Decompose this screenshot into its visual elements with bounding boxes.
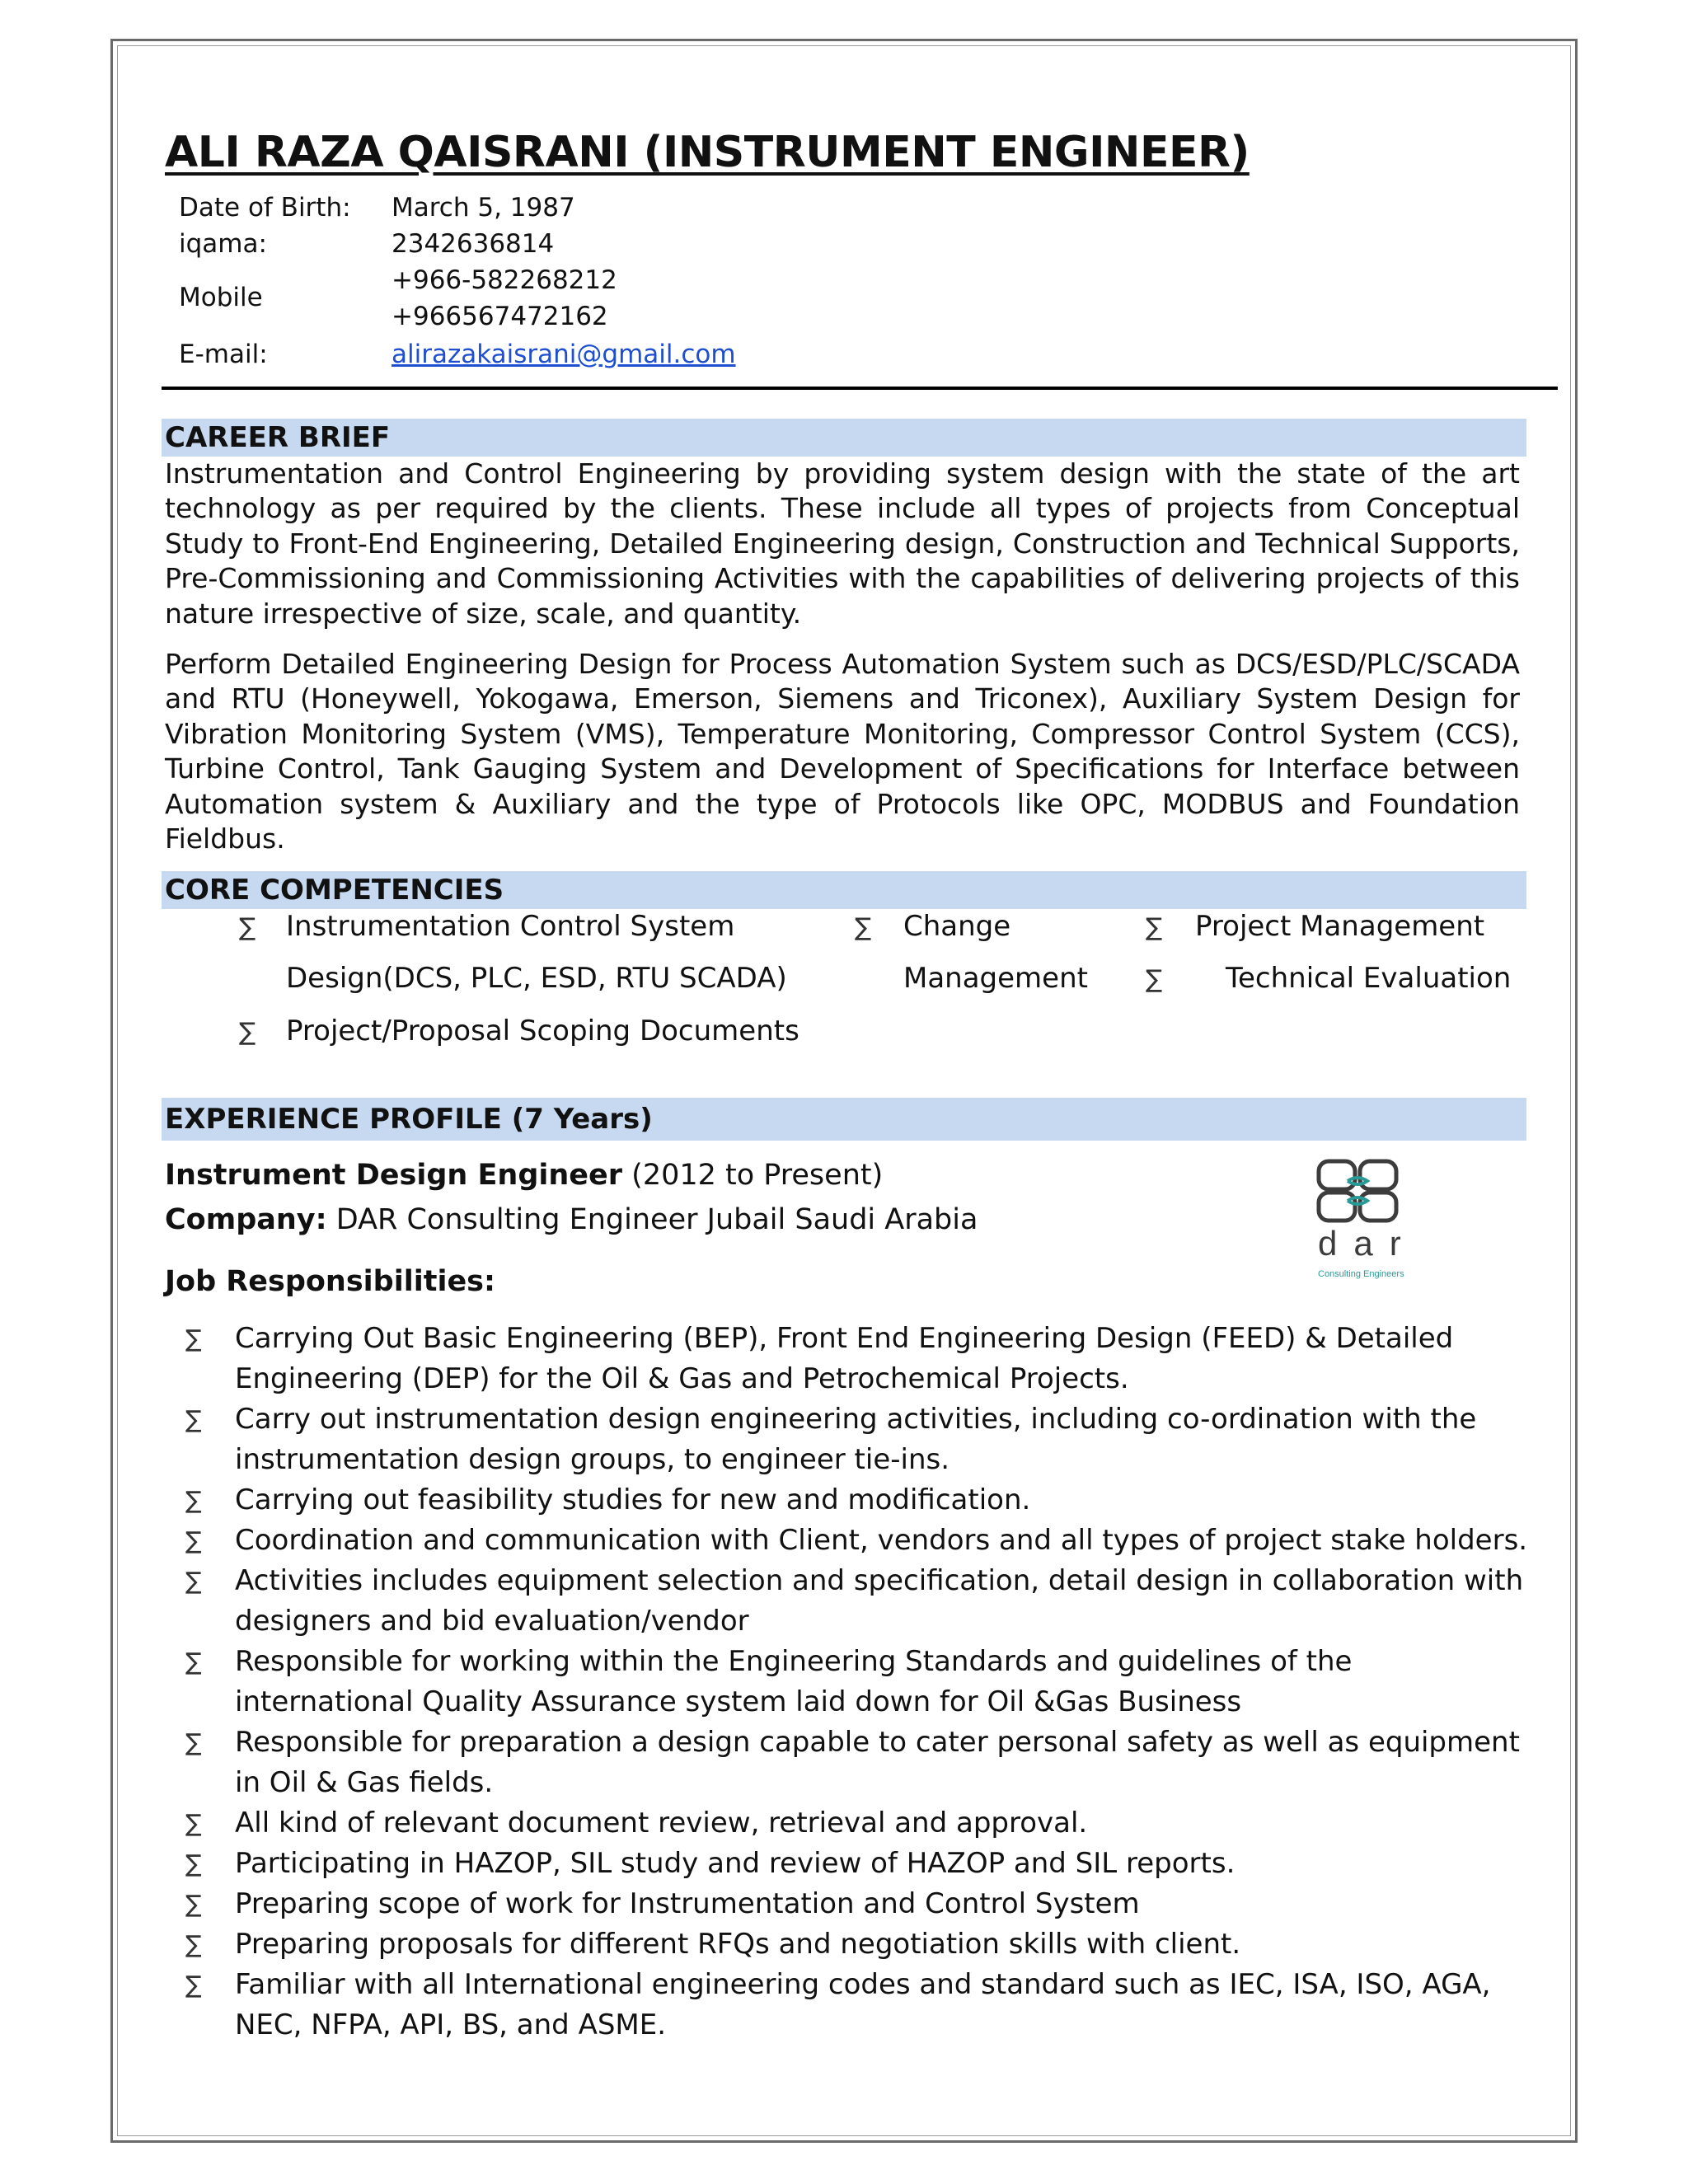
responsibility-text: Activities includes equipment selection and specification, detail design in collaboration with designers and bid evaluation/vendor xyxy=(235,1564,1524,1638)
company-value: DAR Consulting Engineer Jubail Saudi Arabia xyxy=(335,1203,978,1236)
header-divider xyxy=(162,387,1558,390)
competency-bullet-icon: ∑ xyxy=(239,913,256,942)
responsibility-bullet-icon: ∑ xyxy=(185,1486,202,1514)
iqama-label: iqama: xyxy=(179,229,267,259)
logo-mark xyxy=(1319,1161,1396,1221)
responsibility-bullet-icon: ∑ xyxy=(185,1971,202,1999)
responsibility-bullet-icon: ∑ xyxy=(185,1930,202,1958)
responsibility-item xyxy=(165,1642,1533,1722)
email-label: E-mail: xyxy=(179,340,268,369)
responsibilities-list xyxy=(165,1319,1533,2046)
responsibility-text: Responsible for preparation a design capable to cater personal safety as well as equipment in Oil & Gas fields. xyxy=(235,1726,1520,1799)
experience-heading: EXPERIENCE PROFILE (7 Years) xyxy=(165,1103,653,1136)
company-label: Company: xyxy=(165,1203,327,1236)
responsibility-item xyxy=(165,1924,1533,1965)
job-period: (2012 to Present) xyxy=(631,1159,884,1192)
competency-bullet-icon: ∑ xyxy=(855,913,872,942)
responsibility-text: Carrying Out Basic Engineering (BEP), Front End Engineering Design (FEED) & Detailed Engineering (DEP) for the Oil & Gas and Petrochemical Projects. xyxy=(235,1322,1454,1395)
responsibility-item xyxy=(165,1965,1533,2046)
responsibility-item xyxy=(165,1722,1533,1803)
responsibility-item xyxy=(165,1844,1533,1884)
competency-item: Project Management xyxy=(1195,910,1485,943)
career-brief-paragraph-1: Instrumentation and Control Engineering by providing system design with the state of the art technology as per required by the clients. These include all types of projects from Conceptual Study to Front-End Engineering, Detailed Engineering design, Construction and Technical Supports, Pre-Commissioning and Commissioning Activities with the capabilities of delivering projects of this nature irrespective of size, scale, and quantity. xyxy=(165,457,1520,630)
responsibility-item xyxy=(165,1521,1533,1561)
dob-label: Date of Birth: xyxy=(179,193,351,223)
responsibility-bullet-icon: ∑ xyxy=(185,1526,202,1554)
responsibility-item xyxy=(165,1803,1533,1844)
responsibility-item xyxy=(165,1480,1533,1521)
responsibility-bullet-icon: ∑ xyxy=(185,1647,202,1675)
responsibility-text: Carrying out feasibility studies for new and modification. xyxy=(235,1483,1031,1516)
competency-bullet-icon: ∑ xyxy=(239,1018,256,1047)
dar-logo xyxy=(1315,1158,1504,1282)
responsibility-item xyxy=(165,1319,1533,1399)
responsibility-text: Carry out instrumentation design engineering activities, including co-ordination with the instrumentation design groups, to engineer tie-ins. xyxy=(235,1403,1477,1476)
responsibility-text: Responsible for working within the Engineering Standards and guidelines of the international Quality Assurance system laid down for Oil &Gas Business xyxy=(235,1645,1353,1718)
name-title: ALI RAZA QAISRANI (INSTRUMENT ENGINEER) xyxy=(165,128,1250,177)
competency-item: Project/Proposal Scoping Documents xyxy=(286,1015,799,1047)
company-line xyxy=(165,1203,978,1236)
responsibility-text: Familiar with all International engineering codes and standard such as IEC, ISA, ISO, AGA, NEC, NFPA, API, BS, and ASME. xyxy=(235,1968,1491,2041)
responsibility-bullet-icon: ∑ xyxy=(185,1324,202,1352)
responsibilities-heading: Job Responsibilities: xyxy=(165,1265,496,1298)
core-competencies-heading: CORE COMPETENCIES xyxy=(165,874,504,907)
responsibility-item xyxy=(165,1884,1533,1924)
responsibility-bullet-icon: ∑ xyxy=(185,1809,202,1837)
logo-accent xyxy=(1348,1178,1367,1204)
responsibility-text: Preparing proposals for different RFQs and negotiation skills with client. xyxy=(235,1928,1241,1961)
mobile-value-1: +966-582268212 xyxy=(392,265,617,295)
logo-wordmark: dar xyxy=(1318,1224,1418,1263)
email-link[interactable]: alirazakaisrani@gmail.com xyxy=(392,340,736,369)
competency-item-cont: Design(DCS, PLC, ESD, RTU SCADA) xyxy=(286,962,787,995)
responsibility-bullet-icon: ∑ xyxy=(185,1890,202,1918)
competency-item-cont: Management xyxy=(903,962,1088,995)
competency-item: Technical Evaluation xyxy=(1226,962,1512,995)
job-title-line xyxy=(165,1159,883,1192)
responsibility-bullet-icon: ∑ xyxy=(185,1567,202,1595)
responsibility-item xyxy=(165,1399,1533,1480)
responsibility-bullet-icon: ∑ xyxy=(185,1728,202,1756)
competency-bullet-icon: ∑ xyxy=(1146,965,1163,994)
competency-item: Instrumentation Control System xyxy=(286,910,735,943)
responsibility-text: Preparing scope of work for Instrumentation and Control System xyxy=(235,1887,1140,1920)
responsibility-text: Participating in HAZOP, SIL study and review of HAZOP and SIL reports. xyxy=(235,1847,1236,1880)
responsibility-bullet-icon: ∑ xyxy=(185,1849,202,1877)
responsibility-bullet-icon: ∑ xyxy=(185,1405,202,1433)
career-brief-heading: CAREER BRIEF xyxy=(165,421,391,454)
logo-caption: Consulting Engineers xyxy=(1318,1269,1404,1279)
iqama-value: 2342636814 xyxy=(392,229,555,259)
competency-item: Change xyxy=(903,910,1011,943)
career-brief-paragraph-2: Perform Detailed Engineering Design for Process Automation System such as DCS/ESD/PLC/SCADA and RTU (Honeywell, Yokogawa, Emerson, Siemens and Triconex), Auxiliary System Design for Vibration Monitoring System (VMS), Temperature Monitoring, Compressor Control System (CCS), Turbine Control, Tank Gauging System and Development of Specifications for Interface between Automation system & Auxiliary and the type of Protocols like OPC, MODBUS and Foundation Fieldbus. xyxy=(165,648,1520,855)
competency-bullet-icon: ∑ xyxy=(1146,913,1163,942)
responsibility-item xyxy=(165,1561,1533,1642)
responsibility-text: Coordination and communication with Client, vendors and all types of project stake holders. xyxy=(235,1524,1528,1557)
mobile-value-2: +966567472162 xyxy=(392,302,608,331)
responsibility-text: All kind of relevant document review, retrieval and approval. xyxy=(235,1807,1088,1840)
mobile-label: Mobile xyxy=(179,283,263,312)
dob-value: March 5, 1987 xyxy=(392,193,575,223)
job-title: Instrument Design Engineer xyxy=(165,1159,623,1192)
